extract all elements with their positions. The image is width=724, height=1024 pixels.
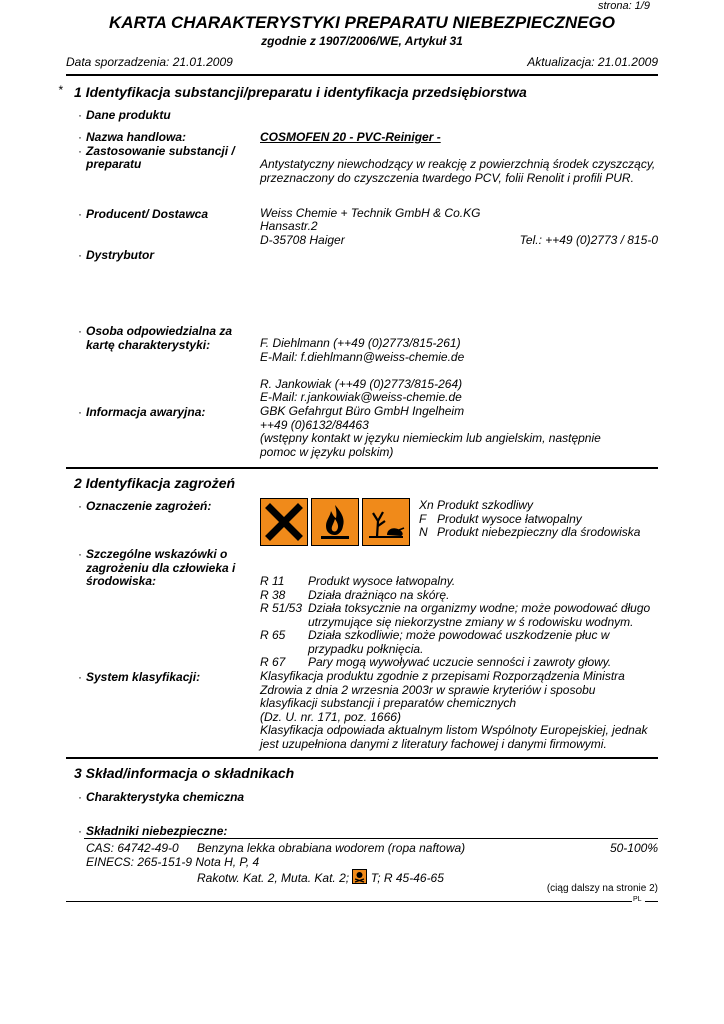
nazwa-label: · Nazwa handlowa: (78, 130, 187, 144)
info-line: GBK Gefahrgut Büro GmbH Ingelheim (260, 404, 465, 418)
osoba-line: E-Mail: f.diehlmann@weiss-chemie.de (260, 349, 465, 364)
osoba-line: F. Diehlmann (++49 (0)2773/815-261) (260, 336, 461, 350)
producent-label: · Producent/ Dostawca (78, 207, 209, 221)
oznaczenie-label: · Oznaczenie zagrożeń: (78, 499, 212, 513)
symbol-item: F Produkt wysoce łatwopalny (419, 511, 582, 526)
symbol-item: N Produkt niebezpieczny dla środowiska (419, 525, 641, 539)
info-line: (wstępny kontakt w języku niemieckim lub angielskim, następnie (260, 431, 601, 445)
system-label: · System klasyfikacji: (78, 670, 201, 684)
section2-divider (66, 757, 658, 759)
component-name: Benzyna lekka obrabiana wodorem (ropa naftowa) (197, 841, 466, 855)
document-subtitle: zgodnie z 1907/2006/WE, Artykuł 31 (261, 34, 463, 48)
harmful-x-icon (260, 498, 308, 546)
header-divider (66, 74, 658, 76)
flame-icon (311, 498, 359, 546)
osoba-label: · Osoba odpowiedzialna za (78, 324, 233, 338)
system-text: Klasyfikacja produktu zgodnie z przepisami Rozporządzenia Ministra Zdrowia z dnia 2 wrzesnia 2003r w sprawie kryteriów i sposobu klasyfikacji substancji i preparatów chemicznych (Dz. U. nr. 171, poz. 1666) Klasyfikacja odpowiada aktualnym listom Wspólnoty Europejskiej, jednak jest uzupełniona danymi z literatury fachowej i danymi firmowymi. (260, 669, 648, 751)
section2-heading: 2 Identyfikacja zagrożeń (74, 475, 236, 491)
zastosowanie-label-2: preparatu (86, 157, 142, 171)
osoba-line: E-Mail: r.jankowiak@weiss-chemie.de (260, 390, 462, 404)
symbol-item: Xn Produkt szkodliwy (419, 498, 534, 512)
environment-hazard-icon (362, 498, 410, 546)
cas-number: CAS: 64742-49-0 (86, 841, 179, 855)
skladniki-label: · Składniki niebezpieczne: (78, 824, 228, 838)
producent-street: Hansastr.2 (260, 219, 318, 233)
info-label: · Informacja awaryjna: (78, 405, 206, 419)
r-phrase: przypadku połknięcia. (308, 641, 424, 656)
producent-name: Weiss Chemie + Technik GmbH & Co.KG (260, 206, 481, 220)
osoba-line: R. Jankowiak (++49 (0)2773/815-264) (260, 376, 463, 391)
product-name: COSMOFEN 20 - PVC-Reiniger - (260, 130, 441, 144)
r-phrase: R 11 Produkt wysoce łatwopalny. (260, 574, 456, 588)
r-phrase: R 51/53 Działa toksycznie na organizmy wodne; może powodować długo (260, 601, 651, 615)
info-line: pomoc w języku polskim) (260, 444, 394, 459)
section3-heading: 3 Skład/informacja o składnikach (74, 765, 295, 781)
footer-rule-end (645, 901, 658, 902)
producent-city: D-35708 Haiger (260, 233, 345, 247)
osoba-line (260, 364, 464, 378)
info-line: ++49 (0)6132/84463 (260, 417, 369, 432)
r-phrase: R 67 Pary mogą wywoływać uczucie senności i zawroty głowy. (260, 655, 612, 669)
toxic-skull-icon (352, 869, 367, 884)
zastosowanie-value: Antystatyczny niewchodzący w reakcję z powierzchnią środek czyszczący, przeznaczony do czyszczenia twardego PCV, folii Renolit i profili PUR. (260, 157, 656, 185)
date-updated: Aktualizacja: 21.01.2009 (527, 55, 658, 69)
document-title: KARTA CHARAKTERYSTYKI PREPARATU NIEBEZPIECZNEGO (109, 13, 615, 32)
charakterystyka-label: · Charakterystyka chemiczna (78, 790, 245, 804)
dane-produktu-label: · Dane produktu (78, 108, 171, 122)
osoba-label-2: kartę charakterystyki: (86, 338, 211, 352)
classification-line: Rakotw. Kat. 2, Muta. Kat. 2; T; R 45-46-65 (197, 871, 444, 885)
wskazowki-label: · Szczególne wskazówki o zagrożeniu dla człowieka i środowiska: (78, 547, 236, 588)
symbol-list (419, 499, 640, 540)
continuation-note: (ciąg dalszy na stronie 2) (546, 883, 658, 894)
section1-divider (66, 467, 658, 469)
revision-star: * (58, 83, 63, 97)
einecs-number: EINECS: 265-151-9 Nota H, P, 4 (86, 855, 260, 869)
r-phrase: R 65 Działa szkodliwie; może powodować uszkodzenie płuc w (260, 628, 610, 642)
language-code: PL (633, 896, 642, 903)
table-top-rule (84, 838, 658, 839)
zastosowanie-label: · Zastosowanie substancji / (78, 144, 235, 158)
dystrybutor-label: · Dystrybutor (78, 248, 155, 262)
section1-heading: 1 Identyfikacja substancji/preparatu i identyfikacja przedsiębiorstwa (74, 84, 527, 100)
info-contact-list (260, 405, 601, 459)
date-created: Data sporzadzenia: 21.01.2009 (66, 55, 233, 69)
r-phrase: utrzymujące się niekorzystne zmiany w ś rodowisku wodnym. (308, 614, 634, 629)
r-phrase: R 38 Działa drażniąco na skórę. (260, 587, 450, 602)
footer-rule (66, 901, 632, 902)
producent-phone: Tel.: ++49 (0)2773 / 815-0 (519, 233, 658, 247)
page-number: strona: 1/9 (598, 0, 650, 12)
component-percent: 50-100% (609, 841, 658, 855)
r-phrase-list (260, 575, 660, 670)
osoba-contact-list (260, 337, 464, 405)
